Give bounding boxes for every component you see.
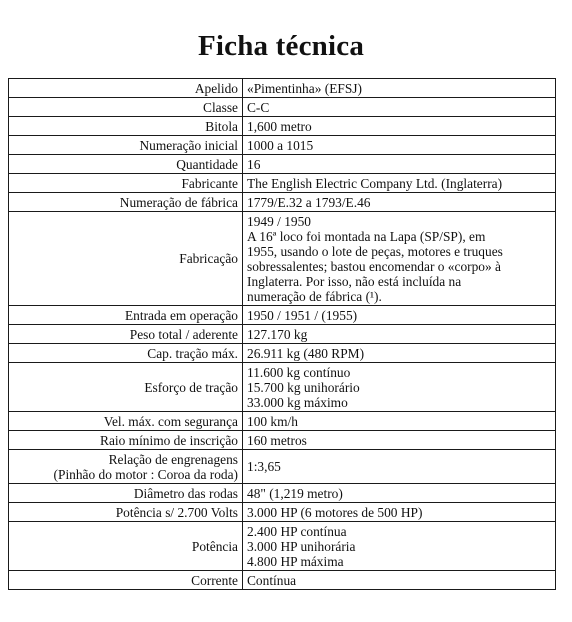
row-value <box>243 98 556 117</box>
row-label-line: Peso total / aderente <box>129 326 238 342</box>
row-label <box>9 484 243 503</box>
table-row <box>9 306 556 325</box>
row-value-line: 1950 / 1951 / (1955) <box>247 307 358 323</box>
row-label <box>9 450 243 484</box>
row-value-line: 1,600 metro <box>247 118 312 134</box>
table-row <box>9 571 556 590</box>
row-label <box>9 412 243 431</box>
row-label <box>9 193 243 212</box>
row-value <box>243 325 556 344</box>
table-row <box>9 503 556 522</box>
table-row <box>9 522 556 571</box>
row-label-line: Relação de engrenagens <box>108 451 238 467</box>
row-label <box>9 363 243 412</box>
row-value-line: «Pimentinha» (EFSJ) <box>247 80 362 96</box>
row-label-line: Esforço de tração <box>144 379 238 395</box>
row-label-line: Raio mínimo de inscrição <box>100 432 238 448</box>
table-row <box>9 117 556 136</box>
row-label <box>9 503 243 522</box>
row-value <box>243 363 556 412</box>
row-value <box>243 484 556 503</box>
row-value <box>243 79 556 98</box>
row-value-line: 100 km/h <box>247 413 298 429</box>
row-label-line: Apelido <box>194 80 238 96</box>
row-label-line: Entrada em operação <box>124 307 238 323</box>
row-value-line: sobressalentes; bastou encomendar o «corpo» à <box>247 258 501 274</box>
spec-table <box>8 78 556 590</box>
row-value <box>243 117 556 136</box>
row-value <box>243 136 556 155</box>
table-row <box>9 412 556 431</box>
row-label <box>9 136 243 155</box>
table-row <box>9 79 556 98</box>
row-label <box>9 344 243 363</box>
row-value <box>243 193 556 212</box>
table-row <box>9 193 556 212</box>
row-value <box>243 431 556 450</box>
row-label <box>9 174 243 193</box>
row-label-line: Bitola <box>205 118 238 134</box>
row-value-line: 1779/E.32 a 1793/E.46 <box>247 194 371 210</box>
row-label-line: Fabricação <box>179 251 238 266</box>
row-value-line: 1:3,65 <box>247 459 281 474</box>
row-label <box>9 306 243 325</box>
row-value-line: Inglaterra. Por isso, não está incluída na <box>247 273 462 289</box>
row-value <box>243 212 556 306</box>
table-row <box>9 363 556 412</box>
row-value-line: 1949 / 1950 <box>247 213 311 229</box>
row-label-line: Potência <box>191 538 238 554</box>
row-value-line: 33.000 kg máximo <box>247 394 348 410</box>
row-label-line: Diâmetro das rodas <box>133 485 238 501</box>
row-value <box>243 503 556 522</box>
row-value-line: 4.800 HP máxima <box>247 553 344 569</box>
row-value <box>243 412 556 431</box>
table-row <box>9 155 556 174</box>
row-value-line: 48" (1,219 metro) <box>247 485 343 501</box>
row-label <box>9 117 243 136</box>
row-value-line: 16 <box>247 156 261 172</box>
row-value-line: 2.400 HP contínua <box>247 523 347 539</box>
row-value <box>243 174 556 193</box>
row-label-line: Fabricante <box>181 175 238 191</box>
row-label-line: Corrente <box>191 572 238 588</box>
row-label-line: Numeração inicial <box>139 137 238 153</box>
row-value-line: C-C <box>247 99 270 115</box>
row-value <box>243 344 556 363</box>
row-label-line: Classe <box>203 99 238 115</box>
page-title: Ficha técnica <box>197 30 365 62</box>
row-label <box>9 79 243 98</box>
row-label-line: Numeração de fábrica <box>119 194 238 210</box>
row-value-line: 1000 a 1015 <box>247 137 314 153</box>
row-value-line: 127.170 kg <box>247 326 308 342</box>
row-label-line: Quantidade <box>176 156 238 172</box>
row-value <box>243 306 556 325</box>
table-row <box>9 174 556 193</box>
table-row <box>9 484 556 503</box>
table-row <box>9 450 556 484</box>
table-row <box>9 136 556 155</box>
row-label <box>9 571 243 590</box>
row-value-line: 11.600 kg contínuo <box>247 364 351 380</box>
row-label <box>9 325 243 344</box>
table-row <box>9 212 556 306</box>
table-row <box>9 98 556 117</box>
row-label <box>9 212 243 306</box>
row-label-line: Potência s/ 2.700 Volts <box>115 504 238 520</box>
row-label <box>9 522 243 571</box>
row-value <box>243 522 556 571</box>
row-label <box>9 431 243 450</box>
row-value-line: 1955, usando o lote de peças, motores e truques <box>247 243 503 259</box>
row-value-line: 160 metros <box>247 432 307 448</box>
row-value-line: A 16ª loco foi montada na Lapa (SP/SP), em <box>247 228 486 244</box>
row-value-line: numeração de fábrica (¹). <box>247 288 382 304</box>
row-label <box>9 155 243 174</box>
table-row <box>9 431 556 450</box>
row-value <box>243 571 556 590</box>
row-label <box>9 98 243 117</box>
row-value-line: 15.700 kg unihorário <box>247 379 360 395</box>
row-label-line: Cap. tração máx. <box>147 345 238 361</box>
row-value-line: Contínua <box>247 572 297 588</box>
table-row <box>9 325 556 344</box>
row-value-line: 3.000 HP unihorária <box>247 538 356 554</box>
row-label-line: (Pinhão do motor : Coroa da roda) <box>53 466 238 482</box>
row-value-line: The English Electric Company Ltd. (Inglaterra) <box>247 175 503 191</box>
row-value <box>243 450 556 484</box>
row-value-line: 3.000 HP (6 motores de 500 HP) <box>247 504 423 520</box>
row-label-line: Vel. máx. com segurança <box>103 413 238 429</box>
row-value-line: 26.911 kg (480 RPM) <box>247 345 365 361</box>
table-row <box>9 344 556 363</box>
row-value <box>243 155 556 174</box>
